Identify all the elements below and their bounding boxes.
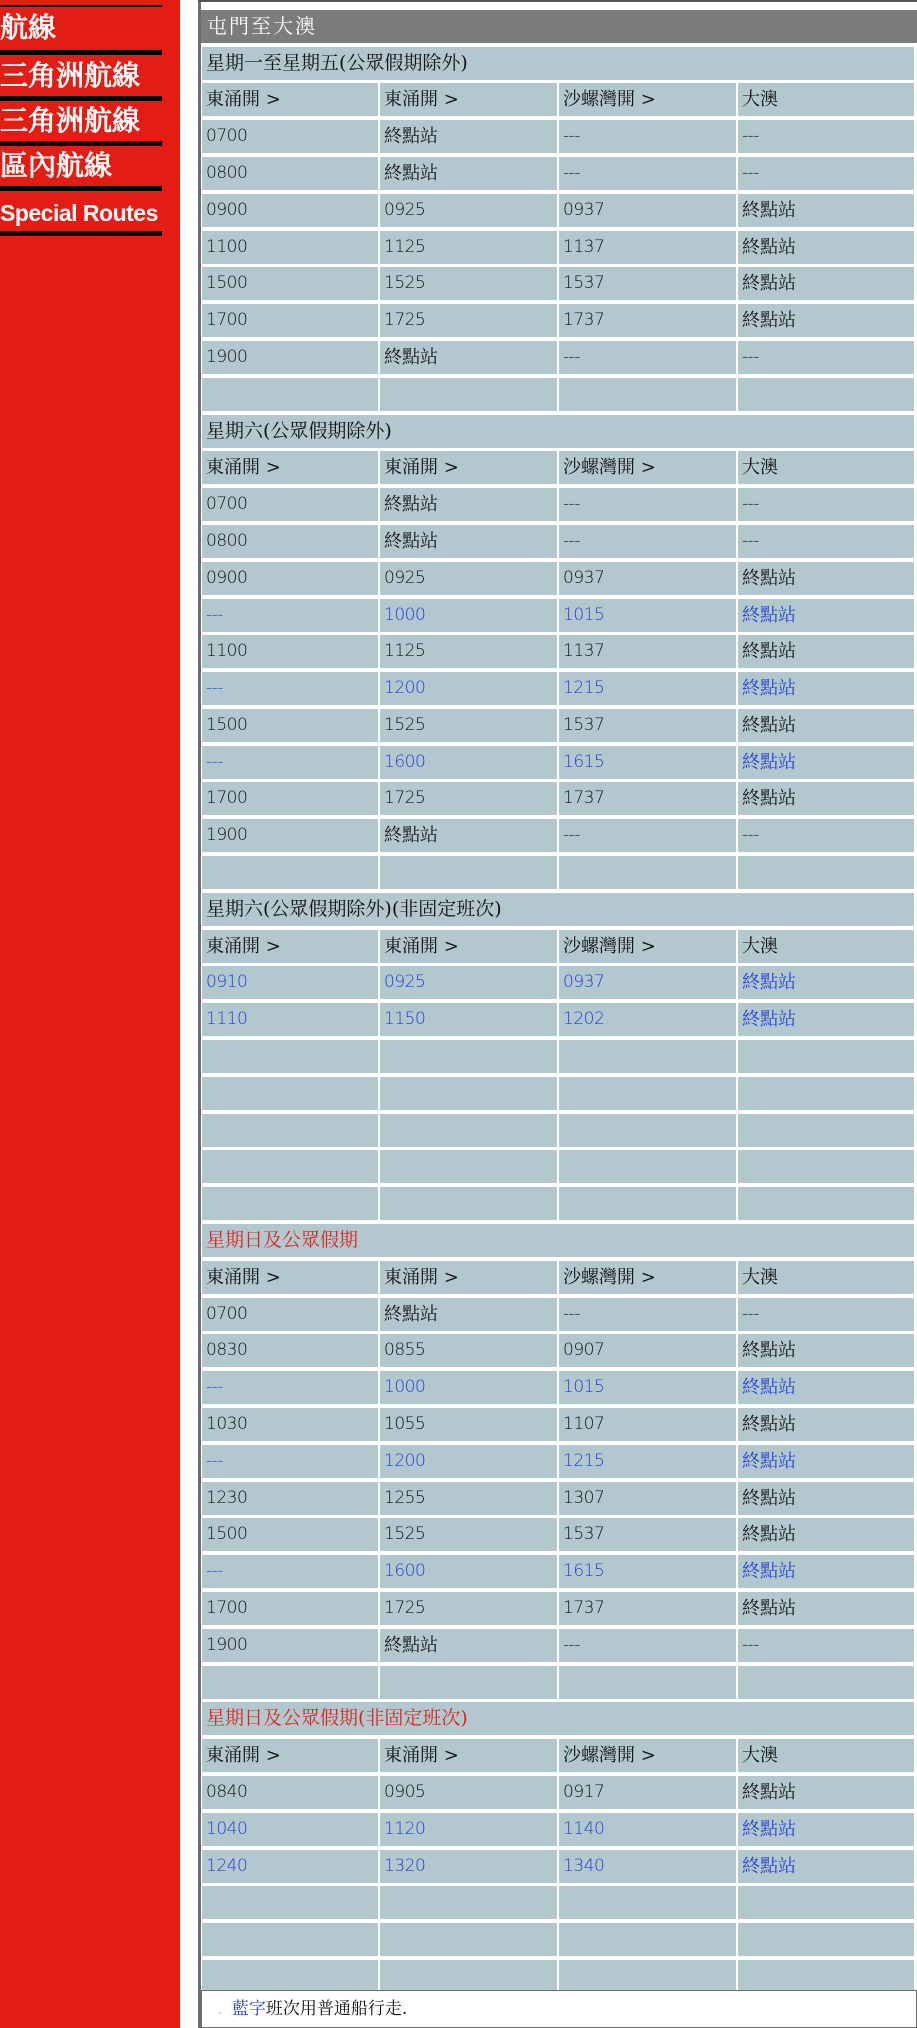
table-cell: --- [559, 120, 736, 153]
table-cell [202, 856, 378, 889]
table-cell [380, 1666, 557, 1699]
section-label: 星期日及公眾假期(非固定班次) [202, 1702, 914, 1735]
table-cell: 終點站 [738, 709, 914, 742]
table-cell: --- [202, 1555, 378, 1588]
table-cell: --- [559, 157, 736, 190]
table-cell [559, 1040, 736, 1073]
table-cell [380, 1150, 557, 1183]
table-cell: 1725 [380, 1592, 557, 1625]
table-cell: 0700 [202, 120, 378, 153]
table-cell: 1340 [559, 1850, 736, 1883]
table-cell [380, 1960, 557, 1993]
column-header: 東涌開 > [380, 1739, 557, 1772]
table-cell: 終點站 [380, 488, 557, 521]
table-cell: 1000 [380, 1371, 557, 1404]
column-header: 東涌開 > [380, 930, 557, 963]
table-row [202, 1114, 914, 1147]
table-cell [380, 1077, 557, 1110]
table-cell: 1525 [380, 709, 557, 742]
table-cell: 終點站 [738, 194, 914, 227]
column-header: 大澳 [738, 1739, 914, 1772]
table-header-row [202, 83, 914, 116]
table-cell: --- [559, 341, 736, 374]
footnote-blue-label: 藍字 [231, 1999, 266, 2019]
nav-divider [0, 231, 162, 236]
table-cell: 終點站 [738, 1776, 914, 1809]
table-cell: --- [738, 341, 914, 374]
table-cell: 終點站 [738, 1850, 914, 1883]
table-row [202, 1850, 914, 1883]
nav-item-special-routes[interactable]: Special Routes [0, 200, 158, 226]
table-cell [380, 1040, 557, 1073]
table-cell: 終點站 [738, 562, 914, 595]
table-cell: --- [202, 1371, 378, 1404]
table-cell [738, 1960, 914, 1993]
table-cell: 0925 [380, 194, 557, 227]
table-cell: 終點站 [738, 1003, 914, 1036]
table-row [202, 1334, 914, 1367]
table-row [202, 488, 914, 521]
table-cell: 終點站 [738, 635, 914, 668]
nav-divider [0, 141, 162, 146]
column-header: 沙螺灣開 > [559, 930, 736, 963]
table-cell: 1737 [559, 304, 736, 337]
table-cell [559, 378, 736, 411]
column-header: 大澳 [738, 83, 914, 116]
table-cell: 1110 [202, 1003, 378, 1036]
table-cell: 1525 [380, 267, 557, 300]
table-cell: 1737 [559, 1592, 736, 1625]
table-cell: 1120 [380, 1813, 557, 1846]
table-cell [738, 1886, 914, 1919]
table-cell [738, 1666, 914, 1699]
table-cell: 1100 [202, 231, 378, 264]
table-row [202, 525, 914, 558]
table-row [202, 672, 914, 705]
table-cell: 1537 [559, 709, 736, 742]
table-cell [559, 1150, 736, 1183]
table-cell [380, 1886, 557, 1919]
table-cell: 終點站 [380, 1298, 557, 1331]
table-cell: 1500 [202, 1518, 378, 1551]
table-row [202, 1960, 914, 1993]
table-row [202, 599, 914, 632]
table-cell: 1200 [380, 1445, 557, 1478]
table-cell: 1900 [202, 819, 378, 852]
nav-divider [0, 96, 162, 101]
table-cell: 終點站 [738, 1482, 914, 1515]
table-cell: 終點站 [738, 782, 914, 815]
table-row [202, 1408, 914, 1441]
table-row [202, 1776, 914, 1809]
table-row [202, 1666, 914, 1699]
column-header: 沙螺灣開 > [559, 83, 736, 116]
table-cell: 1725 [380, 782, 557, 815]
table-cell [738, 1150, 914, 1183]
table-cell: --- [738, 819, 914, 852]
nav-divider [0, 50, 162, 55]
column-header: 東涌開 > [202, 1261, 378, 1294]
nav-divider [0, 186, 162, 191]
table-cell [202, 1886, 378, 1919]
table-cell [559, 1923, 736, 1956]
table-cell [559, 856, 736, 889]
table-cell: 1150 [380, 1003, 557, 1036]
section-label: 星期一至星期五(公眾假期除外) [202, 47, 914, 80]
table-cell: 終點站 [738, 304, 914, 337]
table-cell: --- [202, 1445, 378, 1478]
table-cell: 1737 [559, 782, 736, 815]
table-cell: 0855 [380, 1334, 557, 1367]
table-row [202, 120, 914, 153]
table-cell: 1015 [559, 599, 736, 632]
table-cell [738, 378, 914, 411]
column-header: 大澳 [738, 451, 914, 484]
table-cell: 0700 [202, 1298, 378, 1331]
table-cell: 1030 [202, 1408, 378, 1441]
table-cell: --- [738, 488, 914, 521]
table-cell: 1700 [202, 782, 378, 815]
table-cell: 1615 [559, 746, 736, 779]
table-cell: 1215 [559, 1445, 736, 1478]
table-cell [738, 1923, 914, 1956]
page-title: 屯門至大澳 [201, 10, 917, 43]
table-cell: 1200 [380, 672, 557, 705]
table-cell: 終點站 [738, 966, 914, 999]
table-cell: 終點站 [380, 1629, 557, 1662]
table-row [202, 746, 914, 779]
table-row [202, 231, 914, 264]
table-row [202, 1445, 914, 1478]
table-row [202, 1371, 914, 1404]
table-cell: 1320 [380, 1850, 557, 1883]
nav-item-local-routes[interactable]: 區內航線 [0, 149, 113, 182]
table-cell: 1040 [202, 1813, 378, 1846]
table-row [202, 341, 914, 374]
table-row [202, 819, 914, 852]
table-cell [559, 1886, 736, 1919]
table-row [202, 1923, 914, 1956]
table-cell [738, 1077, 914, 1110]
table-cell: 0937 [559, 562, 736, 595]
nav-item-delta-routes-2[interactable]: 三角洲航線 [0, 104, 141, 137]
table-cell [202, 1666, 378, 1699]
table-cell [202, 1077, 378, 1110]
table-cell: 1015 [559, 1371, 736, 1404]
column-header: 沙螺灣開 > [559, 451, 736, 484]
table-row [202, 1040, 914, 1073]
table-row [202, 709, 914, 742]
table-cell: 終點站 [738, 1518, 914, 1551]
table-cell: 0840 [202, 1776, 378, 1809]
table-cell: --- [738, 1298, 914, 1331]
table-cell [202, 1114, 378, 1147]
column-header: 東涌開 > [202, 930, 378, 963]
table-cell [202, 378, 378, 411]
table-cell [202, 1040, 378, 1073]
table-cell [202, 1923, 378, 1956]
nav-item-routes[interactable]: 航線 [0, 11, 57, 44]
table-cell: 1725 [380, 304, 557, 337]
table-cell: 1500 [202, 267, 378, 300]
column-header: 東涌開 > [380, 83, 557, 116]
table-cell [559, 1960, 736, 1993]
table-row [202, 1187, 914, 1220]
table-row [202, 1886, 914, 1919]
table-cell: 終點站 [738, 1592, 914, 1625]
table-cell: 1900 [202, 341, 378, 374]
table-cell: --- [559, 819, 736, 852]
table-cell [380, 378, 557, 411]
table-cell: 1255 [380, 1482, 557, 1515]
section-label: 星期六(公眾假期除外)(非固定班次) [202, 893, 914, 926]
table-cell: 0937 [559, 966, 736, 999]
table-row [202, 1555, 914, 1588]
table-cell [559, 1114, 736, 1147]
table-cell: 0900 [202, 562, 378, 595]
table-header-row [202, 1261, 914, 1294]
table-cell [380, 1923, 557, 1956]
table-row [202, 378, 914, 411]
column-header: 大澳 [738, 930, 914, 963]
table-cell: --- [738, 1629, 914, 1662]
footnote-text: 班次用普通船行走. [265, 1999, 408, 2019]
table-cell: 1307 [559, 1482, 736, 1515]
table-row [202, 1813, 914, 1846]
frame-top-border [198, 0, 917, 8]
section-label: 星期日及公眾假期 [202, 1224, 914, 1257]
table-cell: 1107 [559, 1408, 736, 1441]
table-cell: 1137 [559, 231, 736, 264]
table-cell: 終點站 [738, 1371, 914, 1404]
table-cell: 0925 [380, 562, 557, 595]
table-cell: 終點站 [738, 672, 914, 705]
table-cell: --- [202, 599, 378, 632]
table-cell [738, 1040, 914, 1073]
table-cell: 1230 [202, 1482, 378, 1515]
table-row [202, 1629, 914, 1662]
table-cell: 1137 [559, 635, 736, 668]
column-header: 東涌開 > [202, 1739, 378, 1772]
table-cell: 終點站 [380, 120, 557, 153]
column-header: 東涌開 > [202, 83, 378, 116]
table-cell: 1700 [202, 304, 378, 337]
table-row [202, 1482, 914, 1515]
table-cell: 1537 [559, 1518, 736, 1551]
table-cell: 終點站 [738, 1408, 914, 1441]
table-row [202, 267, 914, 300]
table-cell: 1125 [380, 635, 557, 668]
table-cell [380, 1114, 557, 1147]
table-cell: 終點站 [738, 267, 914, 300]
table-cell: --- [559, 488, 736, 521]
column-header: 東涌開 > [380, 1261, 557, 1294]
table-cell: --- [559, 1629, 736, 1662]
table-cell: 1700 [202, 1592, 378, 1625]
column-header: 大澳 [738, 1261, 914, 1294]
table-cell: 0800 [202, 525, 378, 558]
table-row [202, 194, 914, 227]
table-cell: 0917 [559, 1776, 736, 1809]
nav-divider [0, 5, 162, 7]
table-cell: 1100 [202, 635, 378, 668]
table-cell: 1537 [559, 267, 736, 300]
table-cell: --- [559, 1298, 736, 1331]
table-header-row [202, 451, 914, 484]
table-row [202, 635, 914, 668]
table-row [202, 1150, 914, 1183]
table-cell [738, 856, 914, 889]
table-cell: 0900 [202, 194, 378, 227]
table-cell: 1600 [380, 1555, 557, 1588]
table-cell: --- [202, 746, 378, 779]
table-cell: 終點站 [738, 1813, 914, 1846]
table-cell: 1615 [559, 1555, 736, 1588]
table-cell [559, 1187, 736, 1220]
table-cell: 1600 [380, 746, 557, 779]
table-cell: 0700 [202, 488, 378, 521]
table-cell: 1240 [202, 1850, 378, 1883]
table-cell: 1500 [202, 709, 378, 742]
table-row [202, 856, 914, 889]
table-cell [559, 1077, 736, 1110]
table-row [202, 1298, 914, 1331]
table-cell: 1525 [380, 1518, 557, 1551]
table-cell [738, 1114, 914, 1147]
table-cell [202, 1960, 378, 1993]
footnote [201, 1990, 917, 2028]
table-row [202, 304, 914, 337]
table-cell: --- [738, 120, 914, 153]
table-cell: 0800 [202, 157, 378, 190]
table-cell: 0905 [380, 1776, 557, 1809]
sidebar [0, 0, 180, 2028]
table-row [202, 1592, 914, 1625]
table-cell: 終點站 [738, 1334, 914, 1367]
table-row [202, 1077, 914, 1110]
table-cell: --- [738, 157, 914, 190]
table-cell: 終點站 [380, 341, 557, 374]
table-cell: 終點站 [380, 819, 557, 852]
table-cell [202, 1150, 378, 1183]
table-cell: 1000 [380, 599, 557, 632]
column-header: 沙螺灣開 > [559, 1261, 736, 1294]
table-cell: 終點站 [738, 231, 914, 264]
table-row [202, 1518, 914, 1551]
column-header: 東涌開 > [202, 451, 378, 484]
table-row [202, 966, 914, 999]
table-cell: --- [202, 672, 378, 705]
table-cell: 0907 [559, 1334, 736, 1367]
table-cell: 1125 [380, 231, 557, 264]
table-cell: 終點站 [380, 525, 557, 558]
table-cell: 終點站 [738, 599, 914, 632]
table-cell [380, 856, 557, 889]
table-row [202, 157, 914, 190]
table-cell [202, 1187, 378, 1220]
nav-item-delta-routes-1[interactable]: 三角洲航線 [0, 59, 141, 92]
table-cell: 0830 [202, 1334, 378, 1367]
table-row [202, 562, 914, 595]
bullet-icon: . [218, 2003, 222, 2017]
table-cell: --- [738, 525, 914, 558]
table-cell: 0910 [202, 966, 378, 999]
table-cell: 終點站 [738, 746, 914, 779]
table-cell [380, 1187, 557, 1220]
table-row [202, 782, 914, 815]
column-header: 東涌開 > [380, 451, 557, 484]
table-cell [559, 1666, 736, 1699]
table-cell [738, 1187, 914, 1220]
table-cell: 1140 [559, 1813, 736, 1846]
table-cell: 1900 [202, 1629, 378, 1662]
table-header-row [202, 1739, 914, 1772]
table-cell: 終點站 [738, 1555, 914, 1588]
table-cell: 1055 [380, 1408, 557, 1441]
table-cell: 0925 [380, 966, 557, 999]
table-header-row [202, 930, 914, 963]
table-cell: --- [559, 525, 736, 558]
table-cell: 0937 [559, 194, 736, 227]
table-cell: 1215 [559, 672, 736, 705]
table-cell: 終點站 [738, 1445, 914, 1478]
column-header: 沙螺灣開 > [559, 1739, 736, 1772]
section-label: 星期六(公眾假期除外) [202, 415, 914, 448]
table-row [202, 1003, 914, 1036]
table-cell: 終點站 [380, 157, 557, 190]
table-cell: 1202 [559, 1003, 736, 1036]
